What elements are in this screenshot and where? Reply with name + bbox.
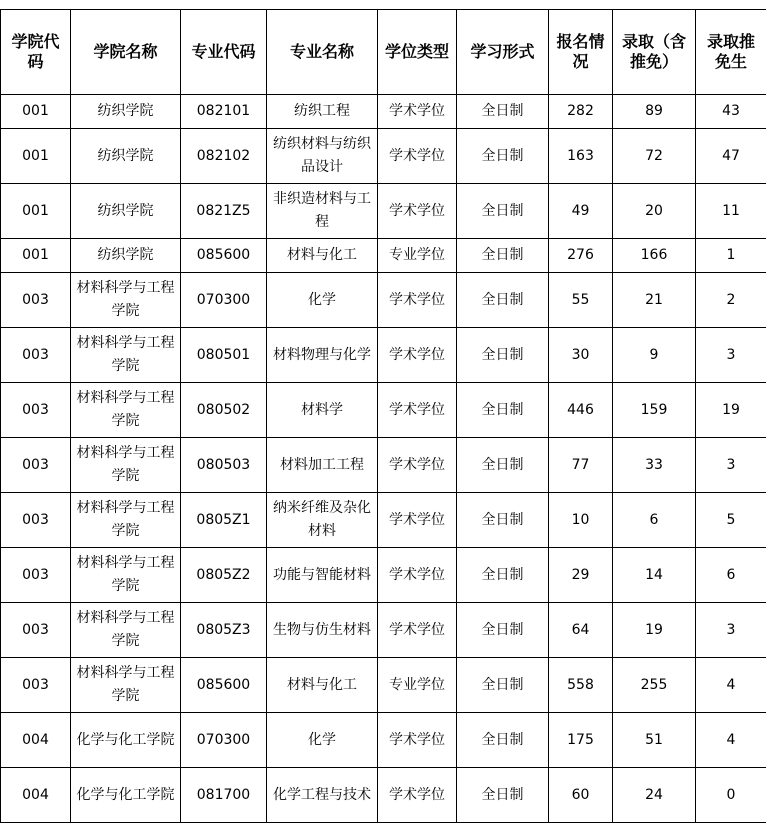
header-exempt-admitted: 录取推免生 bbox=[696, 10, 766, 95]
cell-major-name: 化学 bbox=[267, 273, 378, 328]
cell-applicants: 175 bbox=[549, 713, 613, 768]
cell-college-name: 材料科学与工程学院 bbox=[71, 658, 181, 713]
cell-major-code: 070300 bbox=[181, 713, 267, 768]
cell-applicants: 55 bbox=[549, 273, 613, 328]
cell-college-code: 003 bbox=[1, 548, 71, 603]
cell-admitted: 159 bbox=[613, 383, 696, 438]
cell-major-name: 纺织材料与纺织品设计 bbox=[267, 129, 378, 184]
cell-college-name: 材料科学与工程学院 bbox=[71, 328, 181, 383]
cell-admitted: 72 bbox=[613, 129, 696, 184]
cell-major-name: 材料学 bbox=[267, 383, 378, 438]
cell-applicants: 49 bbox=[549, 184, 613, 239]
cell-study-mode: 全日制 bbox=[457, 493, 549, 548]
cell-major-name: 化学 bbox=[267, 713, 378, 768]
cell-major-code: 0805Z1 bbox=[181, 493, 267, 548]
table-row bbox=[1, 328, 766, 383]
cell-study-mode: 全日制 bbox=[457, 438, 549, 493]
cell-admitted: 51 bbox=[613, 713, 696, 768]
cell-exempt-admitted: 11 bbox=[696, 184, 766, 239]
cell-exempt-admitted: 4 bbox=[696, 658, 766, 713]
cell-major-code: 0805Z2 bbox=[181, 548, 267, 603]
cell-applicants: 30 bbox=[549, 328, 613, 383]
cell-degree-type: 学术学位 bbox=[378, 184, 457, 239]
cell-major-name: 化学工程与技术 bbox=[267, 768, 378, 823]
cell-applicants: 10 bbox=[549, 493, 613, 548]
cell-major-name: 材料加工工程 bbox=[267, 438, 378, 493]
cell-degree-type: 学术学位 bbox=[378, 129, 457, 184]
cell-study-mode: 全日制 bbox=[457, 383, 549, 438]
cell-major-name: 材料物理与化学 bbox=[267, 328, 378, 383]
cell-study-mode: 全日制 bbox=[457, 548, 549, 603]
cell-college-code: 004 bbox=[1, 768, 71, 823]
cell-admitted: 20 bbox=[613, 184, 696, 239]
cell-major-name: 纳米纤维及杂化材料 bbox=[267, 493, 378, 548]
cell-applicants: 60 bbox=[549, 768, 613, 823]
cell-exempt-admitted: 4 bbox=[696, 713, 766, 768]
cell-major-code: 082101 bbox=[181, 95, 267, 129]
cell-major-code: 085600 bbox=[181, 239, 267, 273]
cell-major-code: 080501 bbox=[181, 328, 267, 383]
cell-study-mode: 全日制 bbox=[457, 658, 549, 713]
cell-college-code: 003 bbox=[1, 493, 71, 548]
cell-college-code: 003 bbox=[1, 658, 71, 713]
cell-applicants: 77 bbox=[549, 438, 613, 493]
cell-degree-type: 学术学位 bbox=[378, 713, 457, 768]
header-college-name: 学院名称 bbox=[71, 10, 181, 95]
cell-exempt-admitted: 6 bbox=[696, 548, 766, 603]
cell-degree-type: 学术学位 bbox=[378, 768, 457, 823]
cell-admitted: 89 bbox=[613, 95, 696, 129]
cell-admitted: 9 bbox=[613, 328, 696, 383]
cell-major-code: 080503 bbox=[181, 438, 267, 493]
cell-college-name: 材料科学与工程学院 bbox=[71, 548, 181, 603]
cell-college-code: 001 bbox=[1, 184, 71, 239]
table-row bbox=[1, 273, 766, 328]
cell-major-code: 081700 bbox=[181, 768, 267, 823]
cell-college-code: 001 bbox=[1, 95, 71, 129]
cell-major-name: 材料与化工 bbox=[267, 658, 378, 713]
cell-study-mode: 全日制 bbox=[457, 713, 549, 768]
cell-major-name: 非织造材料与工程 bbox=[267, 184, 378, 239]
cell-college-name: 材料科学与工程学院 bbox=[71, 603, 181, 658]
table-row bbox=[1, 603, 766, 658]
cell-college-name: 纺织学院 bbox=[71, 239, 181, 273]
cell-exempt-admitted: 1 bbox=[696, 239, 766, 273]
cell-degree-type: 学术学位 bbox=[378, 493, 457, 548]
cell-college-name: 材料科学与工程学院 bbox=[71, 383, 181, 438]
cell-college-name: 化学与化工学院 bbox=[71, 768, 181, 823]
cell-major-name: 功能与智能材料 bbox=[267, 548, 378, 603]
cell-college-name: 纺织学院 bbox=[71, 95, 181, 129]
cell-applicants: 64 bbox=[549, 603, 613, 658]
cell-college-code: 003 bbox=[1, 273, 71, 328]
cell-degree-type: 学术学位 bbox=[378, 95, 457, 129]
cell-major-name: 生物与仿生材料 bbox=[267, 603, 378, 658]
table-row bbox=[1, 713, 766, 768]
table-row bbox=[1, 768, 766, 823]
cell-degree-type: 学术学位 bbox=[378, 328, 457, 383]
cell-exempt-admitted: 43 bbox=[696, 95, 766, 129]
cell-college-code: 001 bbox=[1, 129, 71, 184]
cell-college-code: 003 bbox=[1, 328, 71, 383]
cell-study-mode: 全日制 bbox=[457, 328, 549, 383]
cell-applicants: 29 bbox=[549, 548, 613, 603]
header-row bbox=[1, 10, 766, 95]
header-admitted: 录取（含推免） bbox=[613, 10, 696, 95]
cell-applicants: 446 bbox=[549, 383, 613, 438]
table-row bbox=[1, 493, 766, 548]
header-study-mode: 学习形式 bbox=[457, 10, 549, 95]
cell-major-code: 0821Z5 bbox=[181, 184, 267, 239]
cell-admitted: 14 bbox=[613, 548, 696, 603]
cell-applicants: 558 bbox=[549, 658, 613, 713]
cell-college-name: 纺织学院 bbox=[71, 184, 181, 239]
table-row bbox=[1, 383, 766, 438]
table-row bbox=[1, 129, 766, 184]
cell-degree-type: 学术学位 bbox=[378, 438, 457, 493]
cell-college-code: 001 bbox=[1, 239, 71, 273]
header-major-name: 专业名称 bbox=[267, 10, 378, 95]
header-degree-type: 学位类型 bbox=[378, 10, 457, 95]
cell-degree-type: 专业学位 bbox=[378, 239, 457, 273]
table-row bbox=[1, 95, 766, 129]
cell-college-code: 003 bbox=[1, 603, 71, 658]
cell-applicants: 282 bbox=[549, 95, 613, 129]
cell-study-mode: 全日制 bbox=[457, 129, 549, 184]
cell-degree-type: 学术学位 bbox=[378, 383, 457, 438]
cell-degree-type: 学术学位 bbox=[378, 548, 457, 603]
cell-admitted: 24 bbox=[613, 768, 696, 823]
header-college-code: 学院代码 bbox=[1, 10, 71, 95]
cell-college-name: 纺织学院 bbox=[71, 129, 181, 184]
table-row bbox=[1, 548, 766, 603]
cell-exempt-admitted: 3 bbox=[696, 328, 766, 383]
cell-study-mode: 全日制 bbox=[457, 603, 549, 658]
table-row bbox=[1, 239, 766, 273]
cell-major-name: 材料与化工 bbox=[267, 239, 378, 273]
cell-major-code: 085600 bbox=[181, 658, 267, 713]
cell-study-mode: 全日制 bbox=[457, 95, 549, 129]
header-applicants: 报名情况 bbox=[549, 10, 613, 95]
cell-degree-type: 专业学位 bbox=[378, 658, 457, 713]
cell-exempt-admitted: 47 bbox=[696, 129, 766, 184]
table-row bbox=[1, 658, 766, 713]
cell-college-code: 003 bbox=[1, 438, 71, 493]
cell-study-mode: 全日制 bbox=[457, 184, 549, 239]
cell-exempt-admitted: 19 bbox=[696, 383, 766, 438]
cell-college-code: 003 bbox=[1, 383, 71, 438]
cell-degree-type: 学术学位 bbox=[378, 273, 457, 328]
cell-exempt-admitted: 3 bbox=[696, 603, 766, 658]
cell-admitted: 33 bbox=[613, 438, 696, 493]
cell-degree-type: 学术学位 bbox=[378, 603, 457, 658]
cell-admitted: 21 bbox=[613, 273, 696, 328]
cell-college-code: 004 bbox=[1, 713, 71, 768]
cell-applicants: 276 bbox=[549, 239, 613, 273]
table-row bbox=[1, 184, 766, 239]
cell-admitted: 255 bbox=[613, 658, 696, 713]
cell-major-code: 070300 bbox=[181, 273, 267, 328]
cell-exempt-admitted: 3 bbox=[696, 438, 766, 493]
cell-college-name: 材料科学与工程学院 bbox=[71, 273, 181, 328]
cell-applicants: 163 bbox=[549, 129, 613, 184]
cell-college-name: 化学与化工学院 bbox=[71, 713, 181, 768]
cell-college-name: 材料科学与工程学院 bbox=[71, 438, 181, 493]
cell-admitted: 166 bbox=[613, 239, 696, 273]
cell-college-name: 材料科学与工程学院 bbox=[71, 493, 181, 548]
cell-major-name: 纺织工程 bbox=[267, 95, 378, 129]
cell-admitted: 19 bbox=[613, 603, 696, 658]
table-row bbox=[1, 438, 766, 493]
cell-study-mode: 全日制 bbox=[457, 239, 549, 273]
header-major-code: 专业代码 bbox=[181, 10, 267, 95]
cell-study-mode: 全日制 bbox=[457, 273, 549, 328]
cell-major-code: 082102 bbox=[181, 129, 267, 184]
cell-major-code: 080502 bbox=[181, 383, 267, 438]
cell-exempt-admitted: 0 bbox=[696, 768, 766, 823]
cell-admitted: 6 bbox=[613, 493, 696, 548]
cell-major-code: 0805Z3 bbox=[181, 603, 267, 658]
cell-exempt-admitted: 2 bbox=[696, 273, 766, 328]
cell-study-mode: 全日制 bbox=[457, 768, 549, 823]
admission-table bbox=[0, 9, 766, 823]
cell-exempt-admitted: 5 bbox=[696, 493, 766, 548]
